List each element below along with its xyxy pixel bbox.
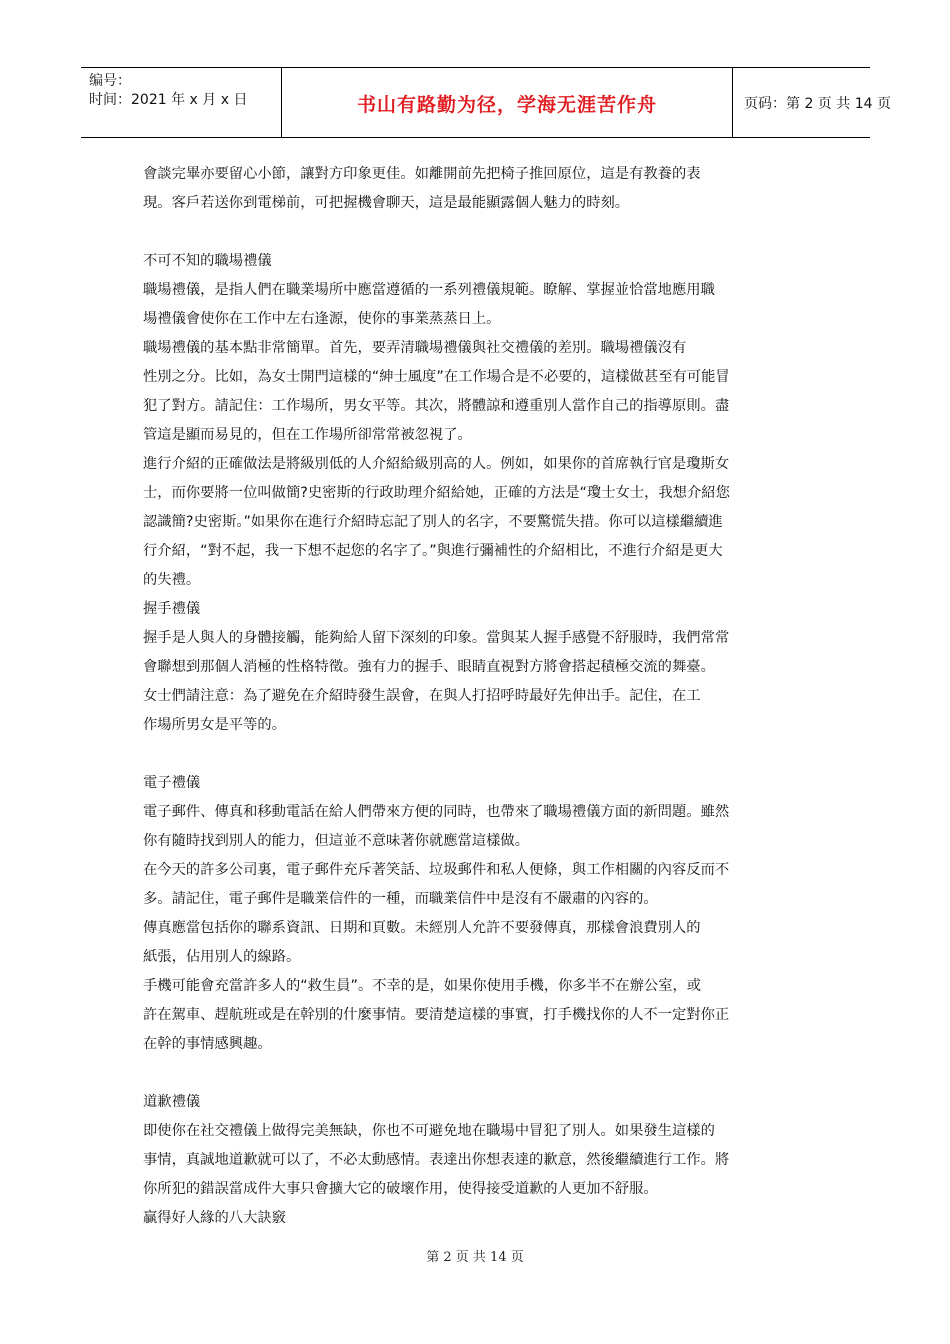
blank-line: [143, 740, 811, 769]
text-line: 女士們請注意：為了避免在介紹時發生誤會，在與人打招呼時最好先伸出手。記住，在工: [143, 688, 701, 704]
text-line: 你所犯的錯誤當成件大事只會擴大它的破壞作用，使得接受道歉的人更加不舒服。: [143, 1181, 658, 1197]
header-page-cell: [732, 68, 891, 137]
header-info-cell: [81, 68, 281, 137]
text-line: 作場所男女是平等的。: [143, 717, 286, 733]
text-line: 許在駕車、趕航班或是在幹別的什麼事情。要清楚這樣的事實，打手機找你的人不一定對你正: [143, 1007, 730, 1023]
text-line: 不可不知的職場禮儀: [143, 253, 272, 269]
text-line: 紙張，佔用別人的線路。: [143, 949, 301, 965]
text-line: 認識簡?史密斯。”如果你在進行介紹時忘記了別人的名字，不要驚慌失措。你可以這樣繼續進: [143, 514, 723, 530]
document-date-label: 时间：2021 年 x 月 x 日: [89, 92, 248, 108]
page-header: [81, 67, 891, 138]
text-line: 即使你在社交禮儀上做得完美無缺，你也不可避免地在職場中冒犯了別人。如果發生這樣的: [143, 1123, 715, 1139]
text-line: 會聯想到那個人消極的性格特徵。強有力的握手、眼睛直視對方將會搭起積極交流的舞臺。: [143, 659, 715, 675]
header-motto-cell: [281, 68, 733, 137]
text-line: 在今天的許多公司裏，電子郵件充斥著笑話、垃圾郵件和私人便條，與工作相關的內容反而不: [143, 862, 730, 878]
text-line: 場禮儀會使你在工作中左右逢源，使你的事業蒸蒸日上。: [143, 311, 501, 327]
text-line: 士，而你要將一位叫做簡?史密斯的行政助理介紹給她，正確的方法是“瓊士女士，我想介紹您: [143, 485, 730, 501]
text-line: 性別之分。比如，為女士開門這樣的“紳士風度”在工作場合是不必要的，這樣做甚至有可能冒: [143, 369, 730, 385]
text-line: 管這是顯而易見的，但在工作場所卻常常被忽視了。: [143, 427, 472, 443]
header-page-code: 页码：第 2 页 共 14 页: [744, 96, 891, 112]
text-line: 會談完畢亦要留心小節，讓對方印象更佳。如離開前先把椅子推回原位，這是有教養的表: [143, 166, 701, 182]
page-footer: 第 2 页 共 14 页: [426, 1250, 524, 1265]
blank-line: [143, 218, 811, 247]
text-line: 職場禮儀的基本點非常簡單。首先，要弄清職場禮儀與社交禮儀的差別。職場禮儀沒有: [143, 340, 687, 356]
text-line: 犯了對方。請記住：工作場所，男女平等。其次，將體諒和遵重別人當作自己的指導原則。盡: [143, 398, 730, 414]
text-line: 多。請記住，電子郵件是職業信件的一種，而職業信件中是沒有不嚴肅的內容的。: [143, 891, 658, 907]
text-line: 你有隨時找到別人的能力，但這並不意味著你就應當這樣做。: [143, 833, 530, 849]
text-line: 傳真應當包括你的聯系資訊、日期和頁數。未經別人允許不要發傳真，那樣會浪費別人的: [143, 920, 701, 936]
document-body: [143, 160, 811, 1233]
header-motto: 书山有路勤为径，学海无涯苦作舟: [356, 94, 657, 116]
text-line: 電子郵件、傳真和移動電話在給人們帶來方便的同時，也帶來了職場禮儀方面的新問題。雖然: [143, 804, 730, 820]
text-line: 電子禮儀: [143, 775, 201, 791]
text-line: 的失禮。: [143, 572, 201, 588]
blank-line: [143, 1059, 811, 1088]
text-line: 道歉禮儀: [143, 1094, 201, 1110]
text-line: 握手禮儀: [143, 601, 201, 617]
text-line: 手機可能會充當許多人的“救生員”。不幸的是，如果你使用手機，你多半不在辦公室，或: [143, 978, 702, 994]
text-line: 行介紹，“對不起，我一下想不起您的名字了。”與進行彌補性的介紹相比，不進行介紹是更大: [143, 543, 723, 559]
text-line: 職場禮儀，是指人們在職業場所中應當遵循的一系列禮儀規範。瞭解、掌握並恰當地應用職: [143, 282, 715, 298]
text-line: 現。客戶若送你到電梯前，可把握機會聊天，這是最能顯露個人魅力的時刻。: [143, 195, 630, 211]
text-line: 事情，真誠地道歉就可以了，不必太動感情。表達出你想表達的歉意，然後繼續進行工作。將: [143, 1152, 730, 1168]
text-line: 贏得好人緣的八大訣竅: [143, 1210, 286, 1226]
text-line: 進行介紹的正確做法是將級別低的人介紹給級別高的人。例如，如果你的首席執行官是瓊斯女: [143, 456, 730, 472]
document-number-label: 编号：: [89, 73, 131, 89]
text-line: 在幹的事情感興趣。: [143, 1036, 272, 1052]
text-line: 握手是人與人的身體接觸，能夠給人留下深刻的印象。當與某人握手感覺不舒服時，我們常常: [143, 630, 730, 646]
